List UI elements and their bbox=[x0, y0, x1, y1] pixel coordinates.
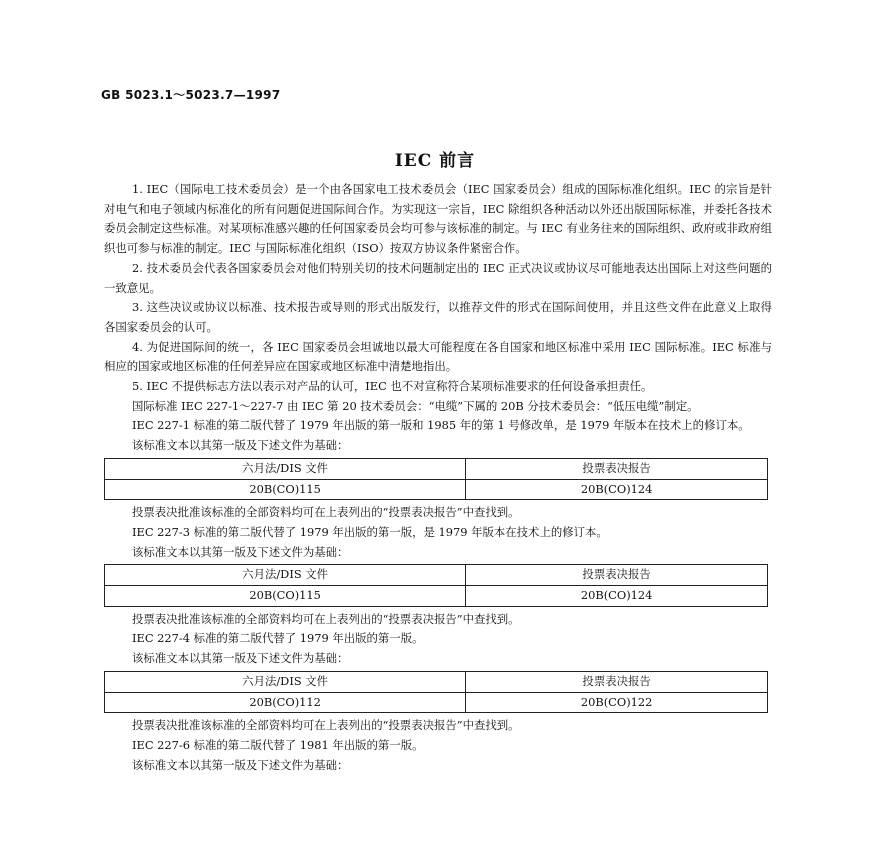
clause-4: 4. 为促进国际间的统一，各 IEC 国家委员会坦诚地以最大可能程度在各自国家和地区标准中采用 IEC 国际标准。IEC 标准与相应的国家或地区标准的任何差异应在国家或地区标准中清楚地指出。 bbox=[104, 339, 772, 374]
basis-line-1: 该标准文本以其第一版及下述文件为基础： bbox=[132, 438, 349, 453]
standard-number-header: GB 5023.1～5023.7—1997 bbox=[101, 88, 281, 102]
dis-cell: 20B(CO)115 bbox=[105, 479, 466, 500]
part4-edition-note: IEC 227-4 标准的第二版代替了 1979 年出版的第一版。 bbox=[132, 631, 424, 646]
table-header-row bbox=[105, 671, 768, 692]
part3-edition-note: IEC 227-3 标准的第二版代替了 1979 年出版的第一版，是 1979 年版本在技术上的修订本。 bbox=[132, 524, 608, 539]
approval-line-2: 投票表决批准该标准的全部资料均可在上表列出的“投票表决报告”中查找到。 bbox=[132, 611, 520, 626]
report-header: 投票表决报告 bbox=[466, 671, 768, 692]
clause-5: 5. IEC 不提供标志方法以表示对产品的认可，IEC 也不对宣称符合某项标准要求的任何设备承担责任。 bbox=[132, 379, 653, 394]
body-text bbox=[104, 180, 772, 775]
table-header-row bbox=[105, 565, 768, 586]
clause-3: 3. 这些决议或协议以标准、技术报告或导则的形式出版发行，以推荐文件的形式在国际间使用，并且这些文件在此意义上取得各国家委员会的认可。 bbox=[104, 300, 772, 334]
document-table-1 bbox=[104, 458, 768, 500]
dis-cell: 20B(CO)112 bbox=[105, 692, 466, 713]
table-row bbox=[105, 586, 768, 607]
report-cell: 20B(CO)124 bbox=[466, 586, 768, 607]
document-table-3 bbox=[104, 671, 768, 713]
approval-line-3: 投票表决批准该标准的全部资料均可在上表列出的“投票表决报告”中查找到。 bbox=[132, 718, 520, 733]
report-cell: 20B(CO)124 bbox=[466, 479, 768, 500]
page-title: IEC 前言 bbox=[394, 151, 476, 171]
report-header: 投票表决报告 bbox=[466, 458, 768, 479]
clause-2: 2. 技术委员会代表各国家委员会对他们特别关切的技术问题制定出的 IEC 正式决议或协议尽可能地表达出国际上对这些问题的一致意见。 bbox=[104, 260, 772, 295]
drafting-note: 国际标准 IEC 227-1～227-7 由 IEC 第 20 技术委员会：“电缆”下属的 20B 分技术委员会：“低压电缆”制定。 bbox=[132, 398, 699, 413]
dis-cell: 20B(CO)115 bbox=[105, 586, 466, 607]
report-header: 投票表决报告 bbox=[466, 565, 768, 586]
dis-header: 六月法/DIS 文件 bbox=[105, 565, 466, 586]
table-row bbox=[105, 692, 768, 713]
report-cell: 20B(CO)122 bbox=[466, 692, 768, 713]
part1-edition-note: IEC 227-1 标准的第二版代替了 1979 年出版的第一版和 1985 年的第 1 号修改单，是 1979 年版本在技术上的修订本。 bbox=[132, 418, 750, 433]
clause-1: 1. IEC（国际电工技术委员会）是一个由各国家电工技术委员会（IEC 国家委员会）组成的国际标准化组织。IEC 的宗旨是针对电气和电子领域内标准化的所有问题促进国际间合作。为实现这一宗旨，IEC 除组织各种活动以外还出版国际标准，并委托各技术委员会制定这些标准。对某项标准感兴趣的任何国家委员会均可参与该标准的制定。与 IEC 有业务往来的国际组织、政府或非政府组织也可参与标准的制定。IEC 与国际标准化组织（ISO）按双方协议条件紧密合作。 bbox=[104, 182, 772, 256]
basis-line-2: 该标准文本以其第一版及下述文件为基础： bbox=[132, 544, 349, 559]
part6-edition-note: IEC 227-6 标准的第二版代替了 1981 年出版的第一版。 bbox=[132, 737, 424, 752]
dis-header: 六月法/DIS 文件 bbox=[105, 671, 466, 692]
document-table-2 bbox=[104, 564, 768, 606]
basis-line-3: 该标准文本以其第一版及下述文件为基础： bbox=[132, 651, 349, 666]
dis-header: 六月法/DIS 文件 bbox=[105, 458, 466, 479]
approval-line-1: 投票表决批准该标准的全部资料均可在上表列出的“投票表决报告”中查找到。 bbox=[132, 505, 520, 520]
table-header-row bbox=[105, 458, 768, 479]
table-row bbox=[105, 479, 768, 500]
basis-line-4: 该标准文本以其第一版及下述文件为基础： bbox=[132, 757, 349, 772]
